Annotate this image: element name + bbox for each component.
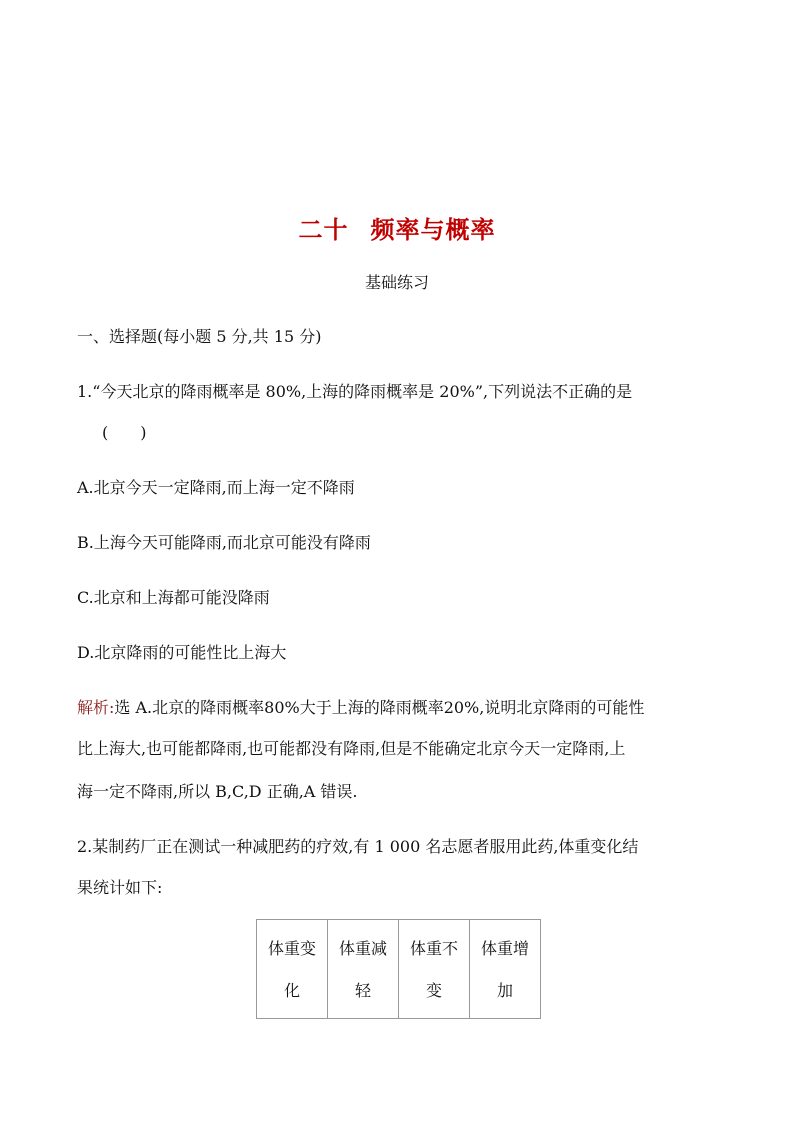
- title-name: 频率与概率: [370, 216, 496, 244]
- question-1-answer-paren: ( ): [102, 423, 147, 442]
- weight-change-table: [256, 919, 541, 1019]
- question-1-option-a: A.北京今天一定降雨,而上海一定不降雨: [77, 478, 355, 497]
- table-header-cell: 体重不 变: [399, 920, 470, 1019]
- question-2-stem-line-2: 果统计如下:: [77, 878, 163, 897]
- table-header-cell: 体重变 化: [257, 920, 328, 1019]
- question-1-analysis-line-1: [77, 698, 644, 718]
- question-2-stem-line-1: 2.某制药厂正在测试一种减肥药的疗效,有 1 000 名志愿者服用此药,体重变化结: [77, 837, 639, 856]
- question-1-option-b: B.上海今天可能降雨,而北京可能没有降雨: [77, 533, 371, 552]
- table-header-cell: 体重增 加: [470, 920, 541, 1019]
- analysis-label: 解析:: [77, 698, 115, 717]
- analysis-text-1: 选 A.北京的降雨概率80%大于上海的降雨概率20%,说明北京降雨的可能性: [114, 698, 645, 717]
- question-1-option-c: C.北京和上海都可能没降雨: [77, 588, 270, 607]
- question-1-option-d: D.北京降雨的可能性比上海大: [77, 643, 287, 662]
- section-heading: 一、选择题(每小题 5 分,共 15 分): [77, 327, 322, 346]
- table-header-row: [257, 920, 541, 1019]
- question-1-analysis-line-2: 比上海大,也可能都降雨,也可能都没有降雨,但是不能确定北京今天一定降雨,上: [77, 739, 626, 758]
- page-title: [0, 210, 794, 245]
- question-1-analysis-line-3: 海一定不降雨,所以 B,C,D 正确,A 错误.: [77, 782, 358, 801]
- title-number: 二十: [298, 216, 349, 244]
- question-1-stem: 1.“今天北京的降雨概率是 80%,上海的降雨概率是 20%”,下列说法不正确的是: [77, 382, 633, 401]
- table-header-cell: 体重减 轻: [328, 920, 399, 1019]
- page-subtitle: 基础练习: [364, 273, 429, 292]
